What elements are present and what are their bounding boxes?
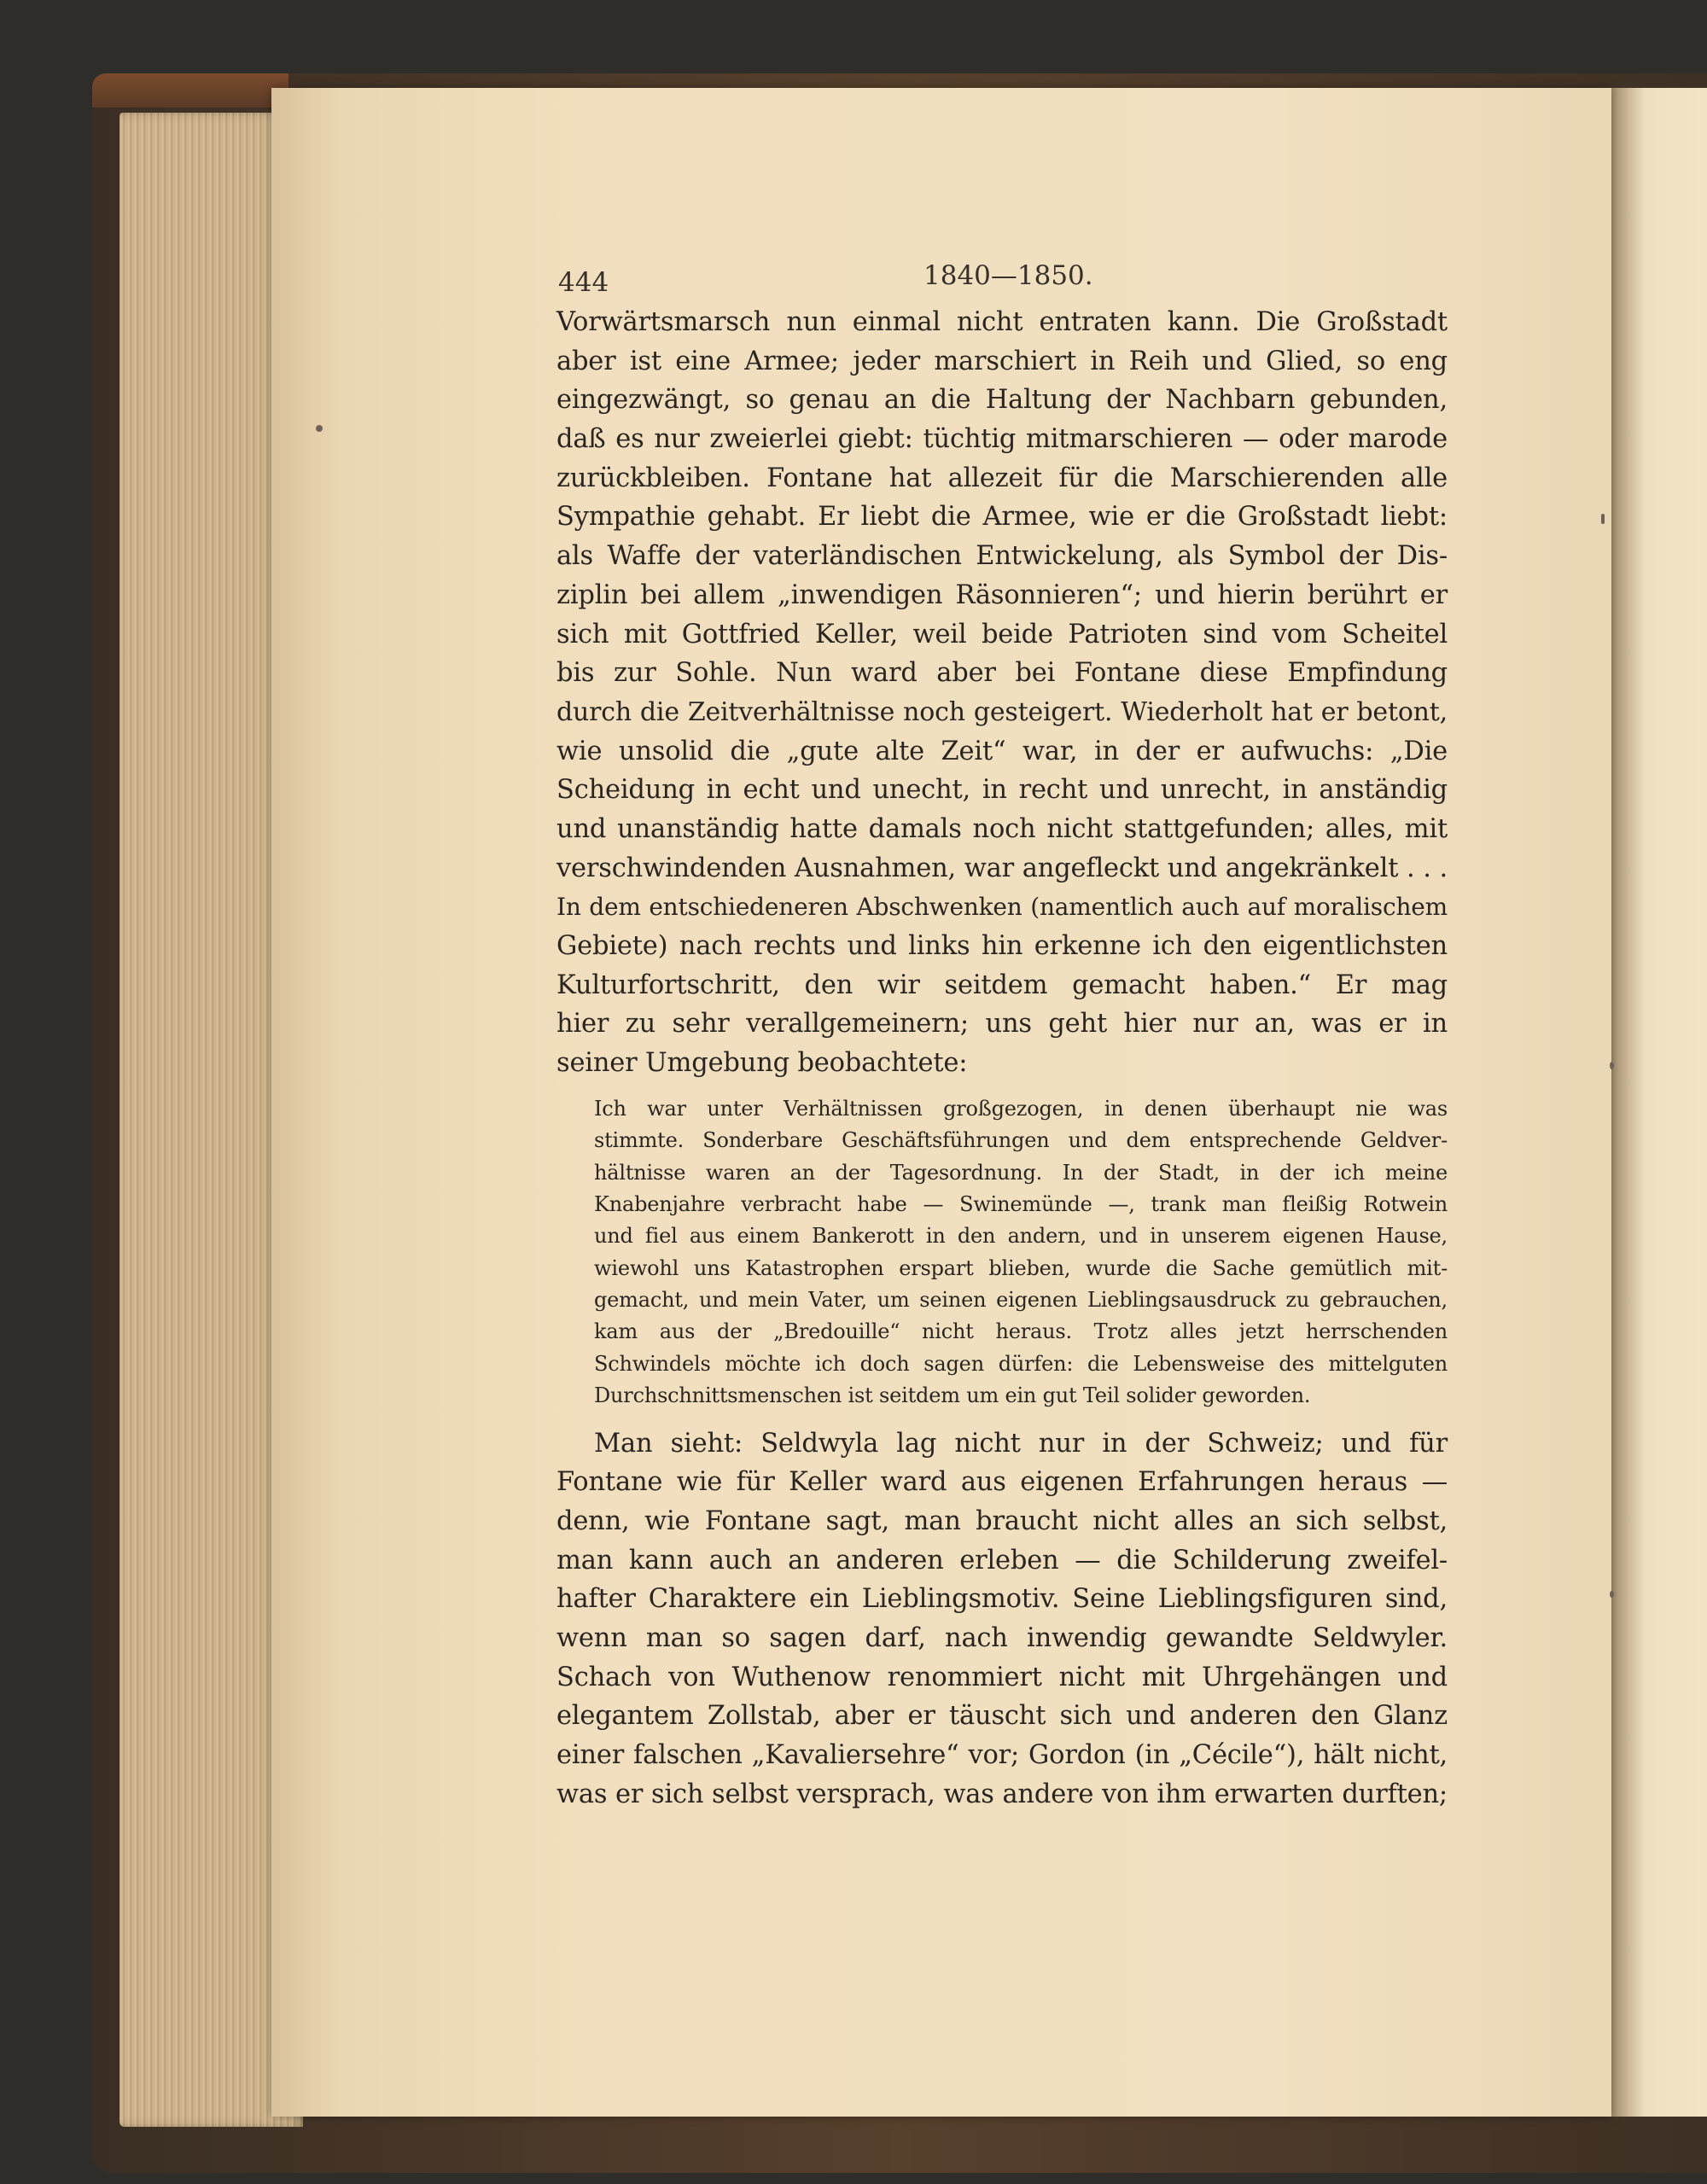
quote-line: Schwindels möchte ich doch sagen dürfen: die Lebensweise des mittelguten: [594, 1351, 1448, 1376]
text-line: verschwindenden Ausnahmen, war angefleckt und angekränkelt . . .: [556, 853, 1448, 883]
text-line: Fontane wie für Keller ward aus eigenen Erfahrungen heraus —: [556, 1467, 1448, 1498]
text-line: wenn man so sagen darf, nach inwendig gewandte Seldwyler.: [556, 1623, 1448, 1654]
page-header: [556, 260, 1448, 303]
text-line: Vorwärtsmarsch nun einmal nicht entraten kann. Die Großstadt: [556, 307, 1448, 337]
text-line: durch die Zeitverhältnisse noch gesteigert. Wiederholt hat er betont,: [556, 696, 1448, 727]
text-line: man kann auch an anderen erleben — die Schilderung zweifel-: [556, 1545, 1448, 1575]
quote-line: stimmte. Sonderbare Geschäftsführungen und dem entsprechende Geldver-: [594, 1128, 1448, 1153]
text-line: bis zur Sohle. Nun ward aber bei Fontane diese Empfindung: [556, 658, 1448, 689]
page-text: [556, 260, 1448, 1814]
text-line: als Waffe der vaterländischen Entwickelung, als Symbol der Dis-: [556, 541, 1448, 572]
text-line: denn, wie Fontane sagt, man braucht nicht alles an sich selbst,: [556, 1506, 1448, 1537]
text-line: In dem entschiedeneren Abschwenken (namentlich auch auf moralischem: [556, 893, 1448, 922]
text-line: daß es nur zweierlei giebt: tüchtig mitmarschieren — oder marode: [556, 424, 1448, 455]
text-line: hafter Charaktere ein Lieblingsmotiv. Seine Lieblingsfiguren sind,: [556, 1584, 1448, 1615]
text-line: eingezwängt, so genau an die Haltung der Nachbarn gebunden,: [556, 385, 1448, 416]
page-number: 444: [558, 267, 609, 298]
text-line: Schach von Wuthenow renommiert nicht mit Uhrgehängen und: [556, 1662, 1448, 1692]
facing-page-strip: [1611, 88, 1707, 2117]
quote-line: und fiel aus einem Bankerott in den andern, und in unserem eigenen Hause,: [594, 1224, 1448, 1249]
text-line: einer falschen „Kavaliersehre“ vor; Gordon (in „Cécile“), hält nicht,: [556, 1740, 1448, 1771]
book-cover-edge: [92, 73, 288, 108]
page-speck: [1601, 514, 1605, 524]
page-speck: [316, 425, 323, 432]
quote-line: hältnisse waren an der Tagesordnung. In der Stadt, in der ich meine: [594, 1160, 1448, 1185]
quote-line: Ich war unter Verhältnissen großgezogen, in denen überhaupt nie was: [594, 1096, 1448, 1121]
text-line: Gebiete) nach rechts und links hin erkenne ich den eigentlichsten: [556, 931, 1448, 961]
text-line: aber ist eine Armee; jeder marschiert in Reih und Glied, so eng: [556, 346, 1448, 376]
block-quote: [594, 1093, 1448, 1412]
paragraph-one: [556, 303, 1448, 1083]
text-line: ziplin bei allem „inwendigen Räsonnieren“; und hierin berührt er: [556, 579, 1448, 610]
text-line: was er sich selbst versprach, was andere von ihm erwarten durften;: [556, 1779, 1448, 1809]
quote-line: kam aus der „Bredouille“ nicht heraus. Trotz alles jetzt herrschenden: [594, 1319, 1448, 1344]
running-head: 1840—1850.: [923, 260, 1093, 291]
text-line: sich mit Gottfried Keller, weil beide Patrioten sind vom Scheitel: [556, 619, 1448, 649]
paragraph-two: [556, 1424, 1448, 1814]
text-line: zurückbleiben. Fontane hat allezeit für die Marschierenden alle: [556, 463, 1448, 493]
quote-line: Durchschnittsmenschen ist seitdem um ein gut Teil solider geworden.: [594, 1383, 1311, 1408]
text-line: Man sieht: Seldwyla lag nicht nur in der Schweiz; und für: [594, 1428, 1448, 1459]
text-line: Sympathie gehabt. Er liebt die Armee, wie er die Großstadt liebt:: [556, 502, 1448, 533]
quote-line: gemacht, und mein Vater, um seinen eigenen Lieblingsausdruck zu gebrauchen,: [594, 1288, 1448, 1313]
quote-line: Knabenjahre verbracht habe — Swinemünde —, trank man fleißig Rotwein: [594, 1191, 1448, 1216]
text-line: elegantem Zollstab, aber er täuscht sich und anderen den Glanz: [556, 1701, 1448, 1732]
text-line: und unanständig hatte damals noch nicht stattgefunden; alles, mit: [556, 813, 1448, 844]
text-line: wie unsolid die „gute alte Zeit“ war, in der er aufwuchs: „Die: [556, 736, 1448, 766]
page-speck: [1610, 1062, 1614, 1069]
text-line: Kulturfortschritt, den wir seitdem gemacht haben.“ Er mag: [556, 970, 1448, 1000]
page-speck: [1610, 1591, 1614, 1598]
text-line: hier zu sehr verallgemeinern; uns geht hier nur an, was er in: [556, 1009, 1448, 1040]
quote-line: wiewohl uns Katastrophen erspart blieben, wurde die Sache gemütlich mit-: [594, 1255, 1448, 1280]
text-line: Scheidung in echt und unecht, in recht und unrecht, in anständig: [556, 775, 1448, 806]
text-line: seiner Umgebung beobachtete:: [556, 1048, 968, 1079]
